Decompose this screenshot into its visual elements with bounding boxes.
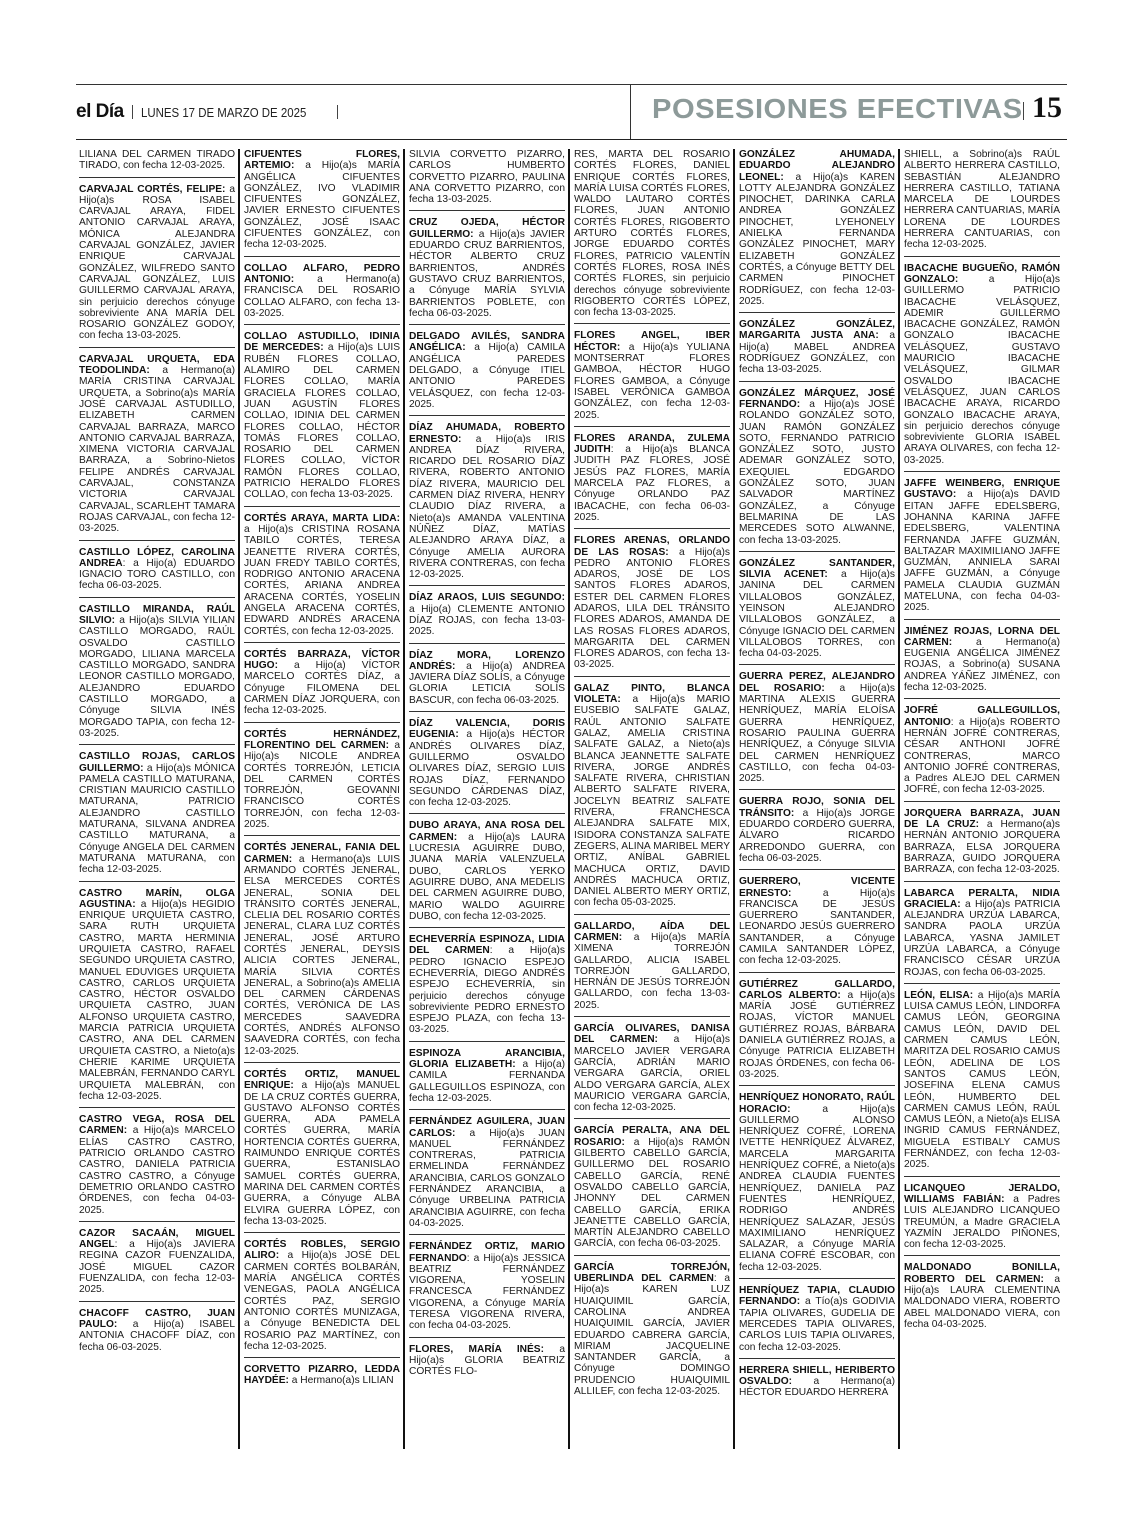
divider — [1023, 102, 1024, 120]
deceased-name: GARCÍA OLIVARES, DANISA DEL CARMEN: — [574, 1023, 730, 1046]
section-title: POSESIONES EFECTIVAS — [652, 93, 1023, 124]
heirs-text: a Hermano(a) FRANCISCA DEL ROSARIO COLLAO ALFARO, con fecha 13-03-2025. — [244, 273, 400, 319]
deceased-name: JOFRÉ GALLEGUILLOS, ANTONIO — [904, 705, 1060, 728]
deceased-name: LABARCA PERALTA, NIDIA GRACIELA: — [904, 887, 1060, 910]
notice-entry — [904, 990, 1060, 1177]
issue-date: LUNES 17 DE MARZO DE 2025 — [140, 104, 307, 120]
deceased-name: CORTÉS ARAYA, MARTA LIDA: — [244, 512, 400, 524]
heirs-text: a Hijo(a)s MARCELO ELÍAS CASTRO CASTRO, PATRICIO ORLANDO CASTRO CASTRO, DANIELA PATRICIA CASTRO CASTRO, a Cónyuge DEMETRIO ORLANDO CASTRO ÓRDENES, con fecha 04-03-2025. — [79, 1125, 235, 1216]
deceased-name: CRUZ OJEDA, HÉCTOR GUILLERMO: — [409, 217, 565, 240]
heirs-text: : a Hijo(a)s JAVIERA REGINA CAZOR FUENZALIDA, JOSÉ MIGUEL CAZOR FUENZALIDA, con fecha 12-03-2025. — [79, 1239, 235, 1296]
notice-entry — [79, 1114, 235, 1222]
newspaper-logo: el Día — [76, 101, 124, 122]
notice-entry — [739, 1092, 895, 1279]
notice-entry — [739, 149, 895, 313]
notice-entry — [904, 888, 1060, 984]
heirs-text: a Hijo(a) CAMILA FERNANDA GALLEGUILLOS ESPINOZA, con fecha 12-03-2025. — [409, 1059, 565, 1104]
notice-entry — [574, 433, 730, 529]
deceased-name: CORTÉS ROBLES, SERGIO ALIRO: — [244, 1239, 400, 1262]
deceased-name: HERRERA SHIELL, HERIBERTO OSVALDO: — [739, 1364, 895, 1388]
deceased-name: GUERRERO, VICENTE ERNESTO: — [739, 876, 895, 899]
heirs-text: LILIANA DEL CARMEN TIRADO TIRADO, con fecha 12-03-2025. — [79, 149, 235, 172]
notice-entry — [739, 796, 895, 870]
notice-entry — [904, 149, 1060, 257]
deceased-name: COLLAO ALFARO, PEDRO ANTONIO: — [244, 262, 400, 285]
deceased-name: CASTILLO ROJAS, CARLOS GUILLERMO: — [79, 751, 235, 774]
heirs-text: : a Hijo(a) EDUARDO IGNACIO TORO CASTILLO, con fecha 06-03-2025. — [79, 557, 235, 592]
notice-entry — [409, 718, 565, 814]
notice-entry — [244, 149, 400, 257]
column-6 — [901, 149, 1066, 1449]
notice-entry — [409, 934, 565, 1042]
heirs-text: a Hijo(a)s RAMÓN GILBERTO CABELLO GARCÍA, GUILLERMO DEL ROSARIO CABELLO GARCÍA, RENÉ OSVALDO CABELLO GARCÍA, JHONNY DEL CARMEN CABELLO GARCÍA, ERIKA JEANETTE CABELLO GARCÍA, MARTÍN ALEJANDRO CABELLO GARCÍA, con fecha 06-03-2025. — [574, 1136, 730, 1250]
notice-entry — [904, 705, 1060, 801]
notice-entry — [739, 558, 895, 666]
heirs-text: : a Hijo(a)s JESSICA BEATRIZ FERNÁNDEZ VIGORENA, YOSELIN FRANCESCA FERNÁNDEZ VIGORENA, a Cónyuge MARÍA TERESA VIGORENA RIVERA, con fecha 04-03-2025. — [409, 1252, 565, 1332]
heirs-text: a Hijo(a) ANDREA JAVIERA DÍAZ SOLÍS, a Cónyuge GLORIA LETICIA SOLÍS BASCUR, con fecha 06-03-2025. — [409, 660, 565, 706]
notice-entry — [244, 649, 400, 723]
notice-entry — [739, 388, 895, 552]
heirs-text: a Hijo(a)s MARÍA XIMENA TORREJÓN GALLARDO, ALICIA ISABEL TORREJÓN GALLARDO, HERNÁN DE JESÚS TORREJÓN GALLARDO, con fecha 13-03-2025. — [574, 932, 730, 1011]
heirs-text: a Hijo(a) MABEL ANDREA RODRÍGUEZ GONZÁLEZ, con fecha 13-03-2025. — [739, 330, 896, 376]
notice-entry — [574, 535, 730, 677]
page-number: 15 — [1032, 91, 1062, 124]
heirs-text: a Hijo(a)s MARÍA ANGÉLICA CIFUENTES GONZÁLEZ, IVO VLADIMIR CIFUENTES GONZÁLEZ, JAVIER ERNESTO CIFUENTES GONZÁLEZ, JOSÉ ISAAC CIFUENTES GONZÁLEZ, con fecha 12-03-2025. — [244, 160, 400, 251]
notice-entry — [79, 354, 235, 541]
notice-entry — [244, 1069, 400, 1233]
deceased-name: LEÓN, ELISA: — [904, 989, 974, 1001]
notice-entry — [244, 1364, 400, 1392]
heirs-text: : a Hijo(a)s PEDRO IGNACIO ESPEJO ECHEVERRÍA, DIEGO ANDRÉS ESPEJO ECHEVERRÍA, sin perjuicio derechos cónyuge sobreviviente PEDRO ERNESTO ESPEJO PLAZA, con fecha 13-03-2025. — [409, 945, 565, 1036]
heirs-text: a Hermano(a)s LILIAN — [288, 1375, 394, 1387]
heirs-text: SHIELL, a Sobrino(a)s RAÚL ALBERTO HERRERA CASTILLO, SEBASTIÁN ALEJANDRO HERRERA CASTILLO, TATIANA MARCELA DE LOURDES HERRERA CANTUARIAS, MARÍA LORENA DE LOURDES HERRERA CANTUARIAS, con fecha 12-03-2025. — [904, 149, 1060, 251]
notice-columns — [76, 149, 1068, 1449]
heirs-text: a Hijo(a)s JAVIER EDUARDO CRUZ BARRIENTOS, HÉCTOR ALBERTO CRUZ BARRIENTOS, ANDRÉS GUSTAVO CRUZ BARRIENTOS, a Cónyuge MARÍA SYLVIA BARRIENTOS POBLETE, con fecha 06-03-2025. — [409, 228, 565, 319]
heirs-text: a Hijo(a)s DAVID EITAN JAFFE EDELSBERG, JOHANNA KARINA JAFFE EDELSBERG, VALENTINA FERNANDA JAFFE GUZMÁN, BALTAZAR MAXIMILIANO JAFFE GUZMÁN, ANNIELA SARAI JAFFE GUZMÁN, a Cónyuge PAMELA CLAUDIA GUZMÁN MATELUNA, con fecha 04-03-2025. — [904, 489, 1060, 614]
notice-entry — [409, 217, 565, 325]
heirs-text: a Hermano(a) MARÍA CRISTINA CARVAJAL URQUETA, a Sobrino(a)s MARÍA JOSÉ CARVAJAL ASTUDILLO, ELIZABETH CARMEN CARVAJAL BARRAZA, MARCO ANTONIO CARVAJAL BARRAZA, XIMENA VICTORIA CARVAJAL BARRAZA, a Sobrino-Nietos FELIPE ANDRÉS CARVAJAL CARVAJAL, CONSTANZA VICTORIA CARVAJAL CARVAJAL, SCARLEHT TAMARA ROJAS CARVAJAL, con fecha 12-03-2025. — [79, 365, 235, 535]
notice-entry — [574, 1125, 730, 1255]
notice-entry — [244, 331, 400, 506]
notice-entry — [79, 1308, 235, 1358]
notice-entry — [574, 921, 730, 1017]
heirs-text: a Hijo(a)s MARTINA ALEXIS GUERRA HENRÍQUEZ, MARÍA ELOÍSA GUERRA HENRÍQUEZ, ROSARIO PAULINA GUERRA HENRÍQUEZ, a Cónyuge SILVIA DEL CARMEN HENRÍQUEZ CASTILLO, con fecha 04-03-2025. — [739, 682, 896, 785]
heirs-text: a Hijo(a)s LAURA CLEMENTINA MALDONADO VIERA, ROBERTO ABEL MALDONADO VIERA, con fecha 04-03-2025. — [904, 1273, 1060, 1330]
heirs-text: a Hijo(a)s GUILLERMO PATRICIO IBACACHE VELÁSQUEZ, ADEMIR GUILLERMO IBACACHE GONZÁLEZ, RAMÓN GONZALO IBACACHE VELÁSQUEZ, GUSTAVO MAURICIO IBACACHE VELÁSQUEZ, GILMAR OSVALDO IBACACHE VELÁSQUEZ, JUAN CARLOS IBACACHE ARAYA, RICARDO GONZALO IBACACHE ARAYA, sin perjuicio derechos cónyuge sobreviviente GLORIA ISABEL ARAYA OLIVARES, con fecha 12-03-2025. — [904, 273, 1060, 466]
deceased-name: IBACACHE BUGUEÑO, RAMÓN GONZALO: — [904, 262, 1060, 285]
deceased-name: DÍAZ AHUMADA, ROBERTO ERNESTO: — [409, 422, 565, 445]
heirs-text: a Hijo(a)s JANINA DEL CARMEN VILLALOBOS GONZÁLEZ, YEINSON ALEJANDRO VILLALOBOS GONZÁLEZ, a Cónyuge IGNACIO DEL CARMEN VILLALOBOS TORRES, con fecha 04-03-2025. — [739, 569, 896, 660]
notice-entry — [244, 263, 400, 325]
deceased-name: FLORES ARENAS, ORLANDO DE LAS ROSAS: — [574, 535, 730, 558]
deceased-name: FERNÁNDEZ AGUILERA, JUAN CARLOS: — [409, 1116, 565, 1139]
deceased-name: GUTIÉRREZ GALLARDO, CARLOS ALBERTO: — [739, 978, 895, 1001]
heirs-text: a Hijo(a)s JUAN MANUEL FERNÁNDEZ CONTRERAS, PATRICIA ERMELINDA FERNÁNDEZ ARANCIBIA, CARLOS GONZALO FERNÁNDEZ ARANCIBIA, a Cónyuge URBELINA PATRICIA ARANCIBIA AGUIRRE, con fecha 04-03-2025. — [409, 1127, 565, 1229]
heirs-text: : a Hijo(a)s ROBERTO HERNÁN JOFRÉ CONTRERAS, CÉSAR ANTHONI JOFRÉ CONTRERAS, MARCO ANTONIO JOFRÉ CONTRERAS, a Padres ALEJO DEL CARMEN JOFRÉ, con fecha 12-03-2025. — [904, 716, 1060, 796]
deceased-name: DÍAZ MORA, LORENZO ANDRÉS: — [409, 649, 565, 672]
notice-entry — [574, 149, 730, 324]
notice-entry — [574, 330, 730, 426]
deceased-name: LICANQUEO JERALDO, WILLIAMS FABIÁN: — [904, 1182, 1060, 1205]
deceased-name: GARCÍA PERALTA, ANA DEL ROSARIO: — [574, 1125, 730, 1148]
notice-entry — [79, 149, 235, 178]
notice-entry — [409, 592, 565, 643]
notice-entry — [904, 263, 1060, 472]
heirs-text: a Hijo(a)s MARÍA JOSÉ GUTIÉRREZ ROJAS, VÍCTOR MANUEL GUTIÉRREZ ROJAS, BÁRBARA DANIELA GUTIÉRREZ ROJAS, a Cónyuge PATRICIA ELIZABETH ROJAS ÓRDENES, con fecha 06-03-2025. — [739, 989, 895, 1080]
deceased-name: CASTILLO MIRANDA, RAÚL SILVIO: — [79, 603, 235, 626]
deceased-name: CORTÉS ORTIZ, MANUEL ENRIQUE: — [244, 1068, 400, 1092]
notice-entry — [904, 626, 1060, 700]
notice-entry — [409, 422, 565, 586]
notice-entry — [739, 1285, 895, 1359]
notice-entry — [904, 1183, 1060, 1257]
heirs-text: a Hijo(a)s IRIS ANDREA DÍAZ RIVERA, RICARDO DEL ROSARIO DÍAZ RIVERA, ROBERTO ANTONIO DÍAZ RIVERA, MAURICIO DEL CARMEN DÍAZ RIVERA, HENRY CLAUDIO DÍAZ RIVERA, a Nieto(a)s AMANDA VALENTINA NÚÑEZ DÍAZ, MATÍAS ALEJANDRO ARAYA DÍAZ, a Cónyuge AMELIA AURORA RIVERA CONTRERAS, con fecha 12-03-2025. — [409, 433, 565, 581]
deceased-name: CHACOFF CASTRO, JUAN PAULO: — [79, 1307, 235, 1330]
heirs-text: : a Hijo(a)s BLANCA JUDITH PAZ FLORES, JOSÉ JESÚS PAZ FLORES, MARÍA MARCELA PAZ FLORES, a Cónyuge ORLANDO PAZ IBACACHE, con fecha 06-03-2025. — [574, 444, 730, 523]
heirs-text: a Hijo(a)s JORGE EDUARDO CORDERO GUERRA, ÁLVARO RICARDO ARREDONDO GUERRA, con fecha 06-03-2025. — [739, 807, 895, 864]
deceased-name: FLORES ARANDA, ZULEMA JUDITH — [574, 432, 730, 456]
heirs-text: a Hijo(a)s GUILLERMO ALONSO HENRÍQUEZ COFRÉ, LORENA IVETTE HENRÍQUEZ ÁLVAREZ, MARCELA MARGARITA HENRÍQUEZ COFRÉ, a Nieto(a)s ANDREA CLAUDIA FUENTES HENRÍQUEZ, DANIELA PAZ FUENTES HENRÍQUEZ, RODRIGO ANDRÉS HENRÍQUEZ SALAZAR, JESÚS MAXIMILIANO HENRÍQUEZ SALAZAR, a Cónyuge MARÍA ELIANA COFRÉ ESCOBAR, con fecha 12-03-2025. — [739, 1103, 895, 1273]
deceased-name: ESPINOZA ARANCIBIA, GLORIA ELIZABETH: — [409, 1047, 565, 1071]
masthead — [76, 85, 346, 139]
deceased-name: MALDONADO BONILLA, ROBERTO DEL CARMEN: — [904, 1262, 1060, 1285]
header-divider — [630, 85, 631, 139]
heirs-text: a Hijo(a)s ROSA ISABEL CARVAJAL ARAYA, FIDEL ANTONIO CARVAJAL ARAYA, MÓNICA ALEJANDRA CARVAJAL GONZÁLEZ, JAVIER ENRIQUE CARVAJAL GONZÁLEZ, WILFREDO SANTO CARVAJAL GONZÁLEZ, LUIS GUILLERMO CARVAJAL ARAYA, sin perjuicio derechos cónyuge sobreviviente ANA MARÍA DEL ROSARIO GONZÁLEZ GODOY, con fecha 13-03-2025. — [79, 183, 236, 342]
heirs-text: a Hijo(a) VÍCTOR MARCELO CORTÉS DÍAZ, a Cónyuge FILOMENA DEL CARMEN DÍAZ JORQUERA, con fecha 12-03-2025. — [244, 660, 400, 717]
notice-entry — [739, 979, 895, 1087]
heirs-text: a Hijo(a)s GLORIA BEATRIZ CORTÉS FLO- — [409, 1343, 565, 1378]
deceased-name: CASTRO MARÍN, OLGA AGUSTINA: — [79, 887, 235, 910]
notice-entry — [409, 1048, 565, 1110]
deceased-name: JIMÉNEZ ROJAS, LORNA DEL CARMEN: — [904, 625, 1060, 648]
notice-entry — [739, 1365, 895, 1404]
heirs-text: : a Hijo(a)s KAREN LUZ HUAIQUIMIL GARCÍA, CAROLINA ANDREA HUAIQUIMIL GARCÍA, JAVIER EDUARDO CABRERA GARCÍA, MIRIAM JACQUELINE SANTANDER GARCÍA, a Cónyuge DOMINGO PRUDENCIO HUAIQUIMIL ALLILEF, con fecha 12-03-2025. — [574, 1273, 730, 1397]
deceased-name: CARVAJAL CORTÉS, FELIPE: — [79, 183, 226, 195]
heirs-text: a Hijo(a)s MARCELO JAVIER VERGARA GARCÍA, ADRIÁN MARIO VERGARA GARCÍA, ORIEL ALDO VERGARA GARCÍA, ALEX MAURICIO VERGARA GARCÍA, con fecha 12-03-2025. — [574, 1034, 731, 1114]
notice-entry — [574, 1023, 730, 1119]
notice-entry — [904, 808, 1060, 882]
deceased-name: DÍAZ ARAOS, LUIS SEGUNDO: — [409, 592, 565, 604]
deceased-name: DÍAZ VALENCIA, DORIS EUGENIA: — [409, 718, 565, 741]
column-3 — [406, 149, 571, 1449]
deceased-name: DELGADO AVILÉS, SANDRA ANGÉLICA: — [409, 331, 565, 354]
notice-entry — [409, 650, 565, 712]
deceased-name: DUBO ARAYA, ANA ROSA DEL CARMEN: — [409, 820, 565, 843]
deceased-name: CASTILLO LÓPEZ, CAROLINA ANDREA — [79, 546, 235, 569]
deceased-name: GONZÁLEZ GONZÁLEZ, MARGARITA JUSTA ANA: — [739, 319, 895, 342]
page-header — [76, 84, 1067, 140]
deceased-name: CORTÉS HERNÁNDEZ, FLORENTINO DEL CARMEN: — [244, 728, 400, 751]
heirs-text: a Hijo(a)s JOSÉ ROLANDO GONZÁLEZ SOTO, JUAN RAMÓN GONZÁLEZ SOTO, FERNANDO PATRICIO GONZÁLEZ SOTO, JUSTO ADEMAR GONZÁLEZ SOTO, EXEQUIEL EDGARDO GONZÁLEZ SOTO, JUAN SALVADOR MARTÍNEZ GONZÁLEZ, a Cónyuge BELMARINA DE LAS MERCEDES SOTO ALWANNE, con fecha 13-03-2025. — [739, 398, 895, 546]
notice-entry — [739, 876, 895, 972]
deceased-name: JAFFE WEINBERG, ENRIQUE GUSTAVO: — [904, 478, 1060, 501]
notice-entry — [574, 1262, 730, 1403]
deceased-name: FLORES, MARÍA INÉS: — [409, 1343, 544, 1355]
deceased-name: JORQUERA BARRAZA, JUAN DE LA CRUZ: — [904, 807, 1060, 831]
deceased-name: CASTRO VEGA, ROSA DEL CARMEN: — [79, 1114, 235, 1137]
notice-entry — [244, 1239, 400, 1358]
deceased-name: GUERRA PEREZ, ALEJANDRO DEL ROSARIO: — [739, 671, 895, 694]
deceased-name: CAZOR SACAÁN, MIGUEL ANGEL — [79, 1227, 235, 1251]
heirs-text: a Hijo(a)s KAREN LOTTY ALEJANDRA GONZÁLEZ PINOCHET, DARINKA CARLA ANDREA GONZÁLEZ PINOCHET, LYEHONELY ANIELKA FERNANDA GONZÁLEZ PINOCHET, MARY ELIZABETH GONZÁLEZ CORTÉS, a Cónyuge BETTY DEL CARMEN PINOCHET RODRÍGUEZ, con fecha 12-03-2025. — [739, 171, 895, 307]
heirs-text: a Tío(a)s GODIVIA TAPIA OLIVARES, GUDELIA DE MERCEDES TAPIA OLIVARES, CARLOS LUIS TAPIA OLIVARES, con fecha 12-03-2025. — [739, 1296, 895, 1353]
heirs-text: a Hijo(a)s HEGIDIO ENRIQUE URQUIETA CASTRO, SARA RUTH URQUIETA CASTRO, MARTA HERMINIA URQUIETA CASTRO, RAFAEL SEGUNDO URQUIETA CASTRO, MANUEL EDUVIGES URQUIETA CASTRO, CARLOS URQUIETA CASTRO, HÉCTOR OSVALDO URQUIETA CASTRO, JUAN ALFONSO URQUIETA CASTRO, MARCIA PATRICIA URQUIETA CASTRO, ANA DEL CARMEN URQUIETA CASTRO, a Nieto(a)s CHERIE KARIME URQUIETA MALEBRÁN, FERNANDO CARYL URQUIETA MALEBRÁN, con fecha 12-03-2025. — [79, 898, 235, 1102]
deceased-name: GUERRA ROJO, SONIA DEL TRÁNSITO: — [739, 796, 895, 819]
heirs-text: RES, MARTA DEL ROSARIO CORTÉS FLORES, DANIEL ENRIQUE CORTÉS FLORES, MARÍA LUISA CORTÉS FLORES, WALDO LAUTARO CORTÉS FLORES, JUAN ANTONIO CORTÉS FLORES, RIGOBERTO ARTURO CORTÉS FLORES, JORGE EDUARDO CORTÉS FLORES, PATRICIO VALENTÍN CORTÉS FLORES, ROSA INÉS CORTÉS FLORES, sin perjuicio derechos cónyuge sobreviviente RIGOBERTO CORTÉS LÓPEZ, con fecha 13-03-2025. — [574, 149, 730, 319]
divider — [337, 105, 338, 119]
deceased-name: CIFUENTES FLORES, ARTEMIO: — [244, 149, 400, 172]
notice-entry — [904, 478, 1060, 620]
deceased-name: ECHEVERRÍA ESPINOZA, LIDIA DEL CARMEN — [409, 934, 565, 957]
notice-entry — [739, 319, 895, 381]
notice-entry — [409, 820, 565, 928]
notice-entry — [79, 184, 235, 348]
deceased-name: CORVETTO PIZARRO, LEDDA HAYDÉE: — [244, 1364, 400, 1387]
column-4 — [571, 149, 736, 1449]
heirs-text: a Hijo(a)s SILVIA YILIAN CASTILLO MORGADO, RAÚL OSVALDO CASTILLO MORGADO, LILIANA MARCELA CASTILLO MORGADO, SANDRA LEONOR CASTILLO MORGADO, ALEJANDRO EDUARDO CASTILLO MORGADO, a Cónyuge SILVIA INÉS MORGADO TAPIA, con fecha 12-03-2025. — [79, 614, 235, 739]
deceased-name: GONZÁLEZ AHUMADA, EDUARDO ALEJANDRO LEONEL: — [739, 149, 895, 183]
heirs-text: a Hijo(a) CAMILA ANGÉLICA PAREDES DELGADO, a Cónyuge ITIEL ANTONIO PAREDES VELÁSQUEZ, con fecha 12-03-2025. — [409, 342, 565, 410]
heirs-text: a Hijo(a)s MÓNICA PAMELA CASTILLO MATURANA, CRISTIAN MAURICIO CASTILLO MATURANA, PATRICIO ALEJANDRO CASTILLO MATURANA, SILVANA ANDREA CASTILLO MATURANA, a Cónyuge ANGELA DEL CARMEN MATURANA MATURANA, con fecha 12-03-2025. — [79, 762, 235, 876]
deceased-name: GONZÁLEZ SANTANDER, SILVIA ACENET: — [739, 557, 895, 581]
deceased-name: HENRÍQUEZ HONORATO, RAÚL HORACIO: — [739, 1092, 895, 1115]
notice-entry — [244, 513, 400, 643]
heirs-text: a Hijo(a) CLEMENTE ANTONIO DÍAZ ROJAS, con fecha 13-03-2025. — [409, 603, 565, 638]
heirs-text: a Padres LUIS ALEJANDRO LICANQUEO TREUMÚN, a Madre GRACIELA YAZMÍN JERALDO PIÑONES, con fecha 12-03-2025. — [904, 1193, 1060, 1251]
heirs-text: a Hijo(a)s PEDRO ANTONIO FLORES ADAROS, JOSÉ DE LOS SANTOS FLORES ADAROS, ESTER DEL CARMEN FLORES ADAROS, LILA DEL TRÁNSITO FLORES ADAROS, AMANDA DE LAS ROSAS FLORES ADAROS, MARGARITA DEL CARMEN FLORES ADAROS, con fecha 13-03-2025. — [574, 546, 731, 671]
heirs-text: SILVIA CORVETTO PIZARRO, CARLOS HUMBERTO CORVETTO PIZARRO, PAULINA ANA CORVETTO PIZARRO, con fecha 13-03-2025. — [409, 149, 565, 206]
notice-entry — [904, 1262, 1060, 1335]
notice-entry — [79, 547, 235, 598]
notice-entry — [409, 1344, 565, 1383]
notice-entry — [409, 331, 565, 416]
column-5 — [736, 149, 901, 1449]
heirs-text: a Hermano(a) HÉCTOR EDUARDO HERRERA — [739, 1376, 895, 1399]
notice-entry — [574, 683, 730, 915]
heirs-text: a Hijo(a)s FRANCISCA DE JESÚS GUERRERO SANTANDER, LEONARDO JESÚS GUERRERO SANTANDER, a Cónyuge CAMILA SANTANDER LÓPEZ, con fecha 12-03-2025. — [739, 887, 895, 967]
heirs-text: a Hijo(a)s PATRICIA ALEJANDRA URZÚA LABARCA, SANDRA PAOLA URZÚA LABARCA, YASNA JAMILET URZÚA LABARCA, a Cónyuge FRANCISCO CÉSAR URZÚA ROJAS, con fecha 06-03-2025. — [904, 898, 1060, 978]
notice-entry — [79, 604, 235, 746]
notice-entry — [409, 1116, 565, 1235]
deceased-name: COLLAO ASTUDILLO, IDINIA DE MERCEDES: — [244, 331, 400, 354]
heirs-text: a Hermano(a) EUGENIA ANGÉLICA JIMÉNEZ ROJAS, a Sobrino(a) SUSANA ANDREA YÁÑEZ JIMÉNEZ, con fecha 12-03-2025. — [904, 636, 1060, 694]
heirs-text: a Hijo(a)s MARIO EUSEBIO SALFATE GALAZ, RAÚL ANTONIO SALFATE GALAZ, AMELIA CRISTINA SALFATE GALAZ, a Nieto(a)s BLANCA JEANNETTE SALFATE RIVERA, JORGE ANDRÉS SALFATE RIVERA, CHRISTIAN ALBERTO SALFATE RIVERA, JOCELYN BEATRIZ SALFATE RIVERA, FRANCHESCA ALEJANDRA SALFATE MIX, ISIDORA CONSTANZA SALFATE ZEGERS, ALINA MARIBEL MERY ORTIZ, ANÍBAL GABRIEL MACHUCA ORTIZ, DAVID ANDRÉS MACHUCA ORTIZ, DANIEL ALBERTO MERY ORTIZ, con fecha 05-03-2025. — [574, 694, 730, 909]
heirs-text: a Hijo(a)s JOSÉ DEL CARMEN CORTÉS BOLBARÁN, MARÍA ANGÉLICA CORTÉS VENEGAS, PAOLA ANGÉLICA CORTÉS PAZ, SERGIO ANTONIO CORTÉS MUNIZAGA, a Cónyuge BENEDICTA DEL ROSARIO PAZ MARTÍNEZ, con fecha 12-03-2025. — [244, 1250, 400, 1352]
heirs-text: a Hijo(a)s NICOLE ANDREA CORTÉS TORREJÓN, LETICIA DEL CARMEN CORTÉS TORREJÓN, GEOVANNI FRANCISCO CORTÉS TORREJÓN, con fecha 12-03-2025. — [244, 739, 401, 831]
heirs-text: a Hijo(a)s MANUEL DE LA CRUZ CORTÉS GUERRA, GUSTAVO ALFONSO CORTÉS GUERRA, ADA PAMELA CORTÉS GUERRA, MARÍA HORTENCIA CORTÉS GUERRA, RAIMUNDO ENRIQUE CORTÉS GUERRA, ESTANISLAO SAMUEL CORTÉS GUERRA, MARINA DEL CARMEN CORTÉS GUERRA, a Cónyuge ALBA ELVIRA GUERRA LÓPEZ, con fecha 13-03-2025. — [244, 1080, 400, 1227]
heirs-text: a Hijo(a)s YULIANA MONTSERRAT FLORES GAMBOA, HÉCTOR HUGO FLORES GAMBOA, a Cónyuge ISABEL VERÓNICA GAMBOA GONZÁLEZ, con fecha 12-03-2025. — [574, 341, 730, 421]
notice-entry — [409, 149, 565, 211]
heirs-text: a Hijo(a)s HÉCTOR ANDRÉS OLIVARES DÍAZ, GUILLERMO OSVALDO OLIVARES DÍAZ, SERGIO LUIS ROJAS DÍAZ, FERNANDO SEGUNDO CÁRDENAS DÍAZ, con fecha 12-03-2025. — [409, 729, 565, 809]
notice-entry — [79, 888, 235, 1109]
deceased-name: GARCÍA TORREJÓN, UBERLINDA DEL CARMEN — [574, 1261, 730, 1285]
heirs-text: a Hijo(a)s LUIS RUBÉN FLORES COLLAO, ALAMIRO DEL CARMEN FLORES COLLAO, MARÍA GRACIELA FLORES COLLAO, JUAN AGUSTÍN FLORES COLLAO, IDINIA DEL CARMEN FLORES COLLAO, HÉCTOR TOMÁS FLORES COLLAO, ROSARIO DEL CARMEN FLORES COLLAO, VÍCTOR RAMÓN FLORES COLLAO, PATRICIO HERALDO FLORES COLLAO, con fecha 13-03-2025. — [244, 342, 400, 501]
notice-entry — [409, 1241, 565, 1337]
notice-entry — [244, 842, 400, 1063]
deceased-name: CORTÉS BARRAZA, VÍCTOR HUGO: — [244, 648, 400, 672]
notice-entry — [79, 751, 235, 881]
deceased-name: CARVAJAL URQUETA, EDA TEODOLINDA: — [79, 353, 235, 377]
heirs-text: a Hijo(a)s MARÍA LUISA CAMUS LEÓN, LINDORFA CAMUS LEÓN, GEORGINA CAMUS LEÓN, DAVID DEL CARMEN CAMUS LEÓN, MARITZA DEL ROSARIO CAMUS LEÓN, ADELINA DE LOS SANTOS CAMUS LEÓN, JOSEFINA ELENA CAMUS LEÓN, HUMBERTO DEL CARMEN CAMUS LEÓN, RAÚL CAMUS LEÓN, a Nieto(a)s ELISA INGRID CAMUS FERNÁNDEZ, MIGUELA ESTIBALY CAMUS FERNÁNDEZ, con fecha 12-03-2025. — [904, 989, 1060, 1171]
heirs-text: a Hijo(a)s LAURA LUCRESIA AGUIRRE DUBO, JUANA MARÍA VALENZUELA DUBO, CARLOS YERKO AGUIRRE DUBO, ANA MEDELIS DEL CARMEN AGUIRRE DUBO, MARIO WALDO AGUIRRE DUBO, con fecha 12-03-2025. — [409, 831, 565, 922]
notice-entry — [244, 729, 400, 837]
divider — [132, 105, 133, 119]
deceased-name: CORTÉS JENERAL, FANIA DEL CARMEN: — [244, 842, 400, 865]
deceased-name: GALAZ PINTO, BLANCA VIOLETA: — [574, 682, 730, 706]
deceased-name: FLORES ANGEL, IBER HÉCTOR: — [574, 330, 730, 353]
deceased-name: FERNÁNDEZ ORTIZ, MARIO FERNANDO — [409, 1241, 565, 1264]
heirs-text: a Hermano(a)s HERNÁN ANTONIO JORQUERA BARRAZA, ELSA JORQUERA BARRAZA, GUIDO JORQUERA BARRAZA, con fecha 12-03-2025. — [904, 819, 1060, 876]
notice-entry — [739, 671, 895, 790]
deceased-name: HENRÍQUEZ TAPIA, CLAUDIO FERNANDO: — [739, 1285, 895, 1308]
heirs-text: a Hijo(a)s CRISTINA ROSANA TABILO CORTÉS, TERESA JEANETTE RIVERA CORTÉS, JUAN FREDY TABILO CORTÉS, RODRIGO ANTONIO ARACENA CORTÉS, ARIANA ANDREA ARACENA CORTÉS, YOSELIN ANGELA ARACENA CORTÉS, EDWARD ANDRÉS ARACENA CORTÉS, con fecha 12-03-2025. — [244, 523, 400, 637]
heirs-text: a Hijo(a) ISABEL ANTONIA CHACOFF DÍAZ, con fecha 06-03-2025. — [79, 1318, 235, 1353]
notice-entry — [79, 1228, 235, 1302]
column-2 — [241, 149, 406, 1449]
column-1 — [76, 149, 241, 1449]
heirs-text: a Hermano(a)s LUIS ARMANDO CORTÉS JENERAL, ELSA MERCEDES CORTÉS JENERAL, SONIA DEL TRÁNSITO CORTÉS JENERAL, CLELIA DEL ROSARIO CORTÉS JENERAL, CLARA LUZ CORTÉS JENERAL, JOSÉ ARTURO CORTÉS JENERAL, DEYSIS ALICIA CORTES JENERAL, MARÍA SILVIA CORTÉS JENERAL, a Sobrino(a)s AMELIA DEL CARMEN CÁRDENAS CORTÉS, VERÓNICA DE LAS MERCEDES SAAVEDRA CORTÉS, ANDRÉS ALFONSO SAAVEDRA CORTÉS, con fecha 12-03-2025. — [244, 853, 400, 1057]
deceased-name: GONZÁLEZ MÁRQUEZ, JOSÉ FERNANDO: — [739, 387, 895, 410]
deceased-name: GALLARDO, AÍDA DEL CARMEN: — [574, 920, 730, 943]
